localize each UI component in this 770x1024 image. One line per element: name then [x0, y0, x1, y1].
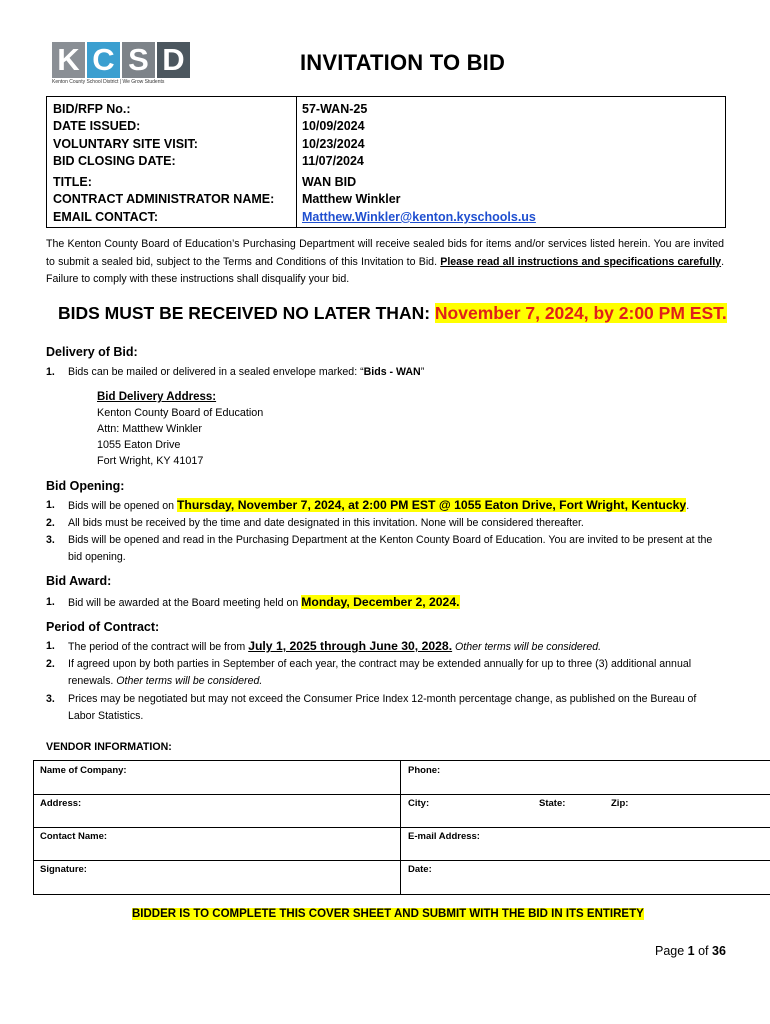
intro-text: The Kenton County Board of Education’s Purchasing Department will receive sealed bids for items and/or services listed herein. You are invited to submit a sealed bid, subject to the Terms and Conditions of this Invitation to Bid. — [46, 238, 724, 268]
contract-item-2-italic: Other terms will be considered. — [116, 675, 263, 687]
address-line-2: Attn: Matthew Winkler — [97, 423, 203, 435]
value-date-issued: 10/09/2024 — [302, 119, 365, 134]
table-divider — [296, 97, 297, 227]
intro-tail: . Failure to comply with these instructions shall disqualify your bid. — [46, 255, 725, 285]
opening-item-1 — [46, 497, 726, 515]
list-number: 1. — [46, 596, 55, 608]
opening-item-3 — [46, 532, 726, 566]
logo-subtitle: Kenton County School District | We Grow Students — [52, 79, 165, 85]
award-item-1-bold: Monday, December 2, 2024. — [301, 595, 460, 609]
opening-item-2-text: All bids must be received by the time and date designated in this invitation. None will be considered thereafter. — [68, 517, 584, 529]
contract-item-3-text: Prices may be negotiated but may not exceed the Consumer Price Index 12-month percentage change, as published on the Bureau of Labor Statistics. — [68, 693, 697, 722]
contract-item-1-italic: Other terms will be considered. — [452, 641, 602, 653]
date-field[interactable]: Date: — [408, 864, 432, 875]
zip-field[interactable]: Zip: — [611, 798, 629, 809]
deadline-banner — [58, 303, 727, 324]
logo-letter-k: K — [52, 42, 85, 78]
city-field[interactable]: City: — [408, 798, 430, 809]
contract-item-1-text: The period of the contract will be from — [68, 641, 249, 653]
bid-info-table — [46, 96, 726, 228]
delivery-item-1-bold: Bids - WAN — [363, 366, 421, 378]
address-line-1: Kenton County Board of Education — [97, 407, 264, 419]
delivery-address — [97, 389, 263, 469]
intro-paragraph — [46, 236, 724, 289]
list-number: 3. — [46, 693, 55, 705]
address-line-3: 1055 Eaton Drive — [97, 439, 181, 451]
delivery-heading: Delivery of Bid: — [46, 345, 138, 359]
delivery-item-1-post: ” — [420, 366, 425, 378]
contract-item-2 — [46, 656, 726, 690]
logo-letter-d: D — [157, 42, 190, 78]
contract-heading: Period of Contract: — [46, 620, 160, 634]
address-line-4: Fort Wright, KY 41017 — [97, 455, 204, 467]
phone-field[interactable]: Phone: — [408, 765, 441, 776]
opening-item-2 — [46, 515, 726, 532]
kcsd-logo — [52, 42, 202, 90]
list-number: 1. — [46, 640, 55, 652]
page-of: of — [694, 944, 712, 958]
delivery-item-1-text: Bids can be mailed or delivered in a sealed envelope marked: “ — [68, 366, 364, 378]
address-heading: Bid Delivery Address: — [97, 391, 217, 403]
contract-item-1 — [46, 638, 726, 656]
contract-item-1-bold: July 1, 2025 through June 30, 2028. — [248, 639, 453, 653]
label-admin-name: CONTRACT ADMINISTRATOR NAME: — [53, 192, 275, 207]
final-note-text: BIDDER IS TO COMPLETE THIS COVER SHEET AND SUBMIT WITH THE BID IN ITS ENTIRETY — [132, 908, 644, 920]
logo-letter-s: S — [122, 42, 155, 78]
vendor-row-signature — [34, 860, 770, 893]
vendor-row-contact — [34, 827, 770, 861]
award-item-1 — [46, 594, 726, 612]
email-address-field[interactable]: E-mail Address: — [408, 831, 480, 842]
label-closing-date: BID CLOSING DATE: — [53, 153, 176, 168]
opening-heading: Bid Opening: — [46, 479, 125, 493]
page-title: INVITATION TO BID — [300, 50, 506, 75]
opening-item-1-text: Bids will be opened on — [68, 500, 177, 512]
page-current: 1 — [687, 944, 695, 958]
value-title: WAN BID — [302, 175, 357, 190]
value-admin-name: Matthew Winkler — [302, 192, 401, 207]
award-item-1-text: Bid will be awarded at the Board meeting held on — [68, 597, 302, 609]
opening-item-1-post: . — [686, 500, 690, 512]
company-field[interactable]: Name of Company: — [40, 765, 127, 776]
contract-item-3 — [46, 691, 726, 725]
list-number: 3. — [46, 534, 55, 546]
award-heading: Bid Award: — [46, 574, 112, 588]
page-number — [655, 944, 726, 958]
value-site-visit: 10/23/2024 — [302, 136, 365, 151]
value-closing-date: 11/07/2024 — [302, 153, 364, 168]
delivery-item-1 — [46, 364, 726, 381]
bid-info-labels — [53, 101, 274, 226]
list-number: 2. — [46, 658, 55, 670]
vendor-heading: VENDOR INFORMATION: — [46, 741, 172, 753]
vendor-table — [33, 760, 770, 895]
value-bid-no: 57-WAN-25 — [302, 102, 368, 116]
email-link[interactable]: Matthew.Winkler@kenton.kyschools.us — [302, 209, 536, 224]
list-number: 2. — [46, 517, 55, 529]
opening-item-1-bold: Thursday, November 7, 2024, at 2:00 PM EST @ 1055 Eaton Drive, Fort Wright, Kentucky — [176, 498, 687, 512]
label-bid-no: BID/RFP No.: — [53, 102, 131, 116]
page-total: 36 — [712, 944, 726, 958]
page-prefix: Page — [655, 944, 688, 958]
label-date-issued: DATE ISSUED: — [53, 119, 141, 134]
contract-item-2-text: If agreed upon by both parties in September of each year, the contract may be extended annually for up to three (3) additional annual renewals. — [68, 658, 692, 687]
contact-name-field[interactable]: Contact Name: — [40, 831, 108, 842]
vendor-row-address — [34, 794, 770, 828]
logo-letter-c: C — [87, 42, 120, 78]
address-field[interactable]: Address: — [40, 798, 82, 809]
label-email: EMAIL CONTACT: — [53, 209, 159, 224]
vendor-row-company — [34, 761, 770, 795]
state-field[interactable]: State: — [539, 798, 566, 809]
label-title: TITLE: — [53, 175, 92, 190]
deadline-label: BIDS MUST BE RECEIVED NO LATER THAN: — [58, 303, 435, 323]
deadline-date: November 7, 2024, by 2:00 PM EST. — [434, 303, 727, 323]
list-number: 1. — [46, 366, 55, 378]
list-number: 1. — [46, 499, 55, 511]
opening-item-3-text: Bids will be opened and read in the Purchasing Department at the Kenton County Board of Education. You are invited to be present at the bid opening. — [68, 534, 713, 563]
label-site-visit: VOLUNTARY SITE VISIT: — [53, 136, 198, 151]
final-note — [132, 908, 644, 920]
bid-info-values — [302, 101, 536, 226]
signature-field[interactable]: Signature: — [40, 864, 87, 875]
intro-emphasis: Please read all instructions and specifications carefully — [440, 255, 722, 268]
